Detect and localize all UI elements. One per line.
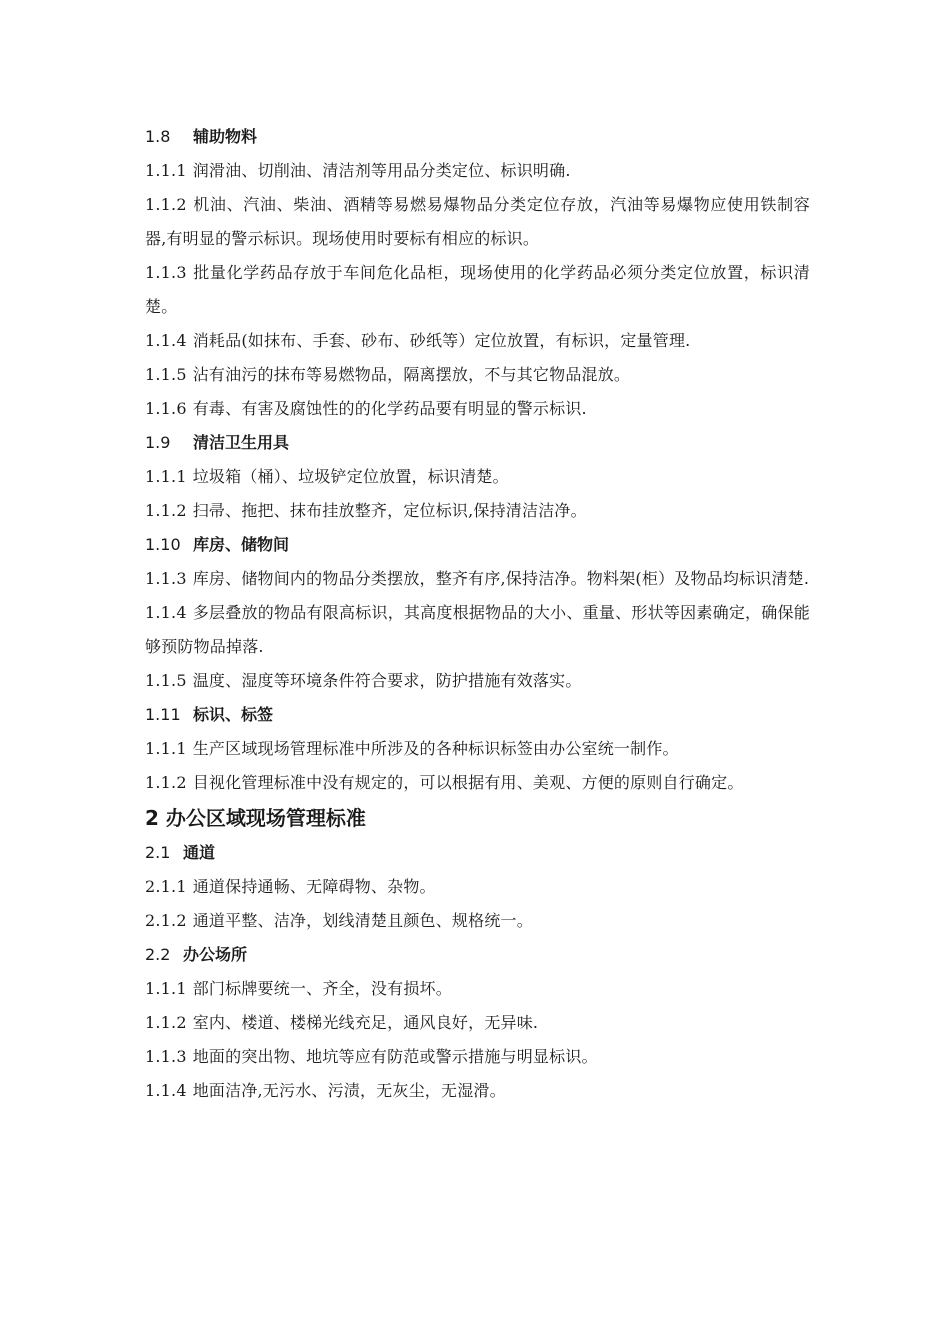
- paragraph: 1.1.4 消耗品(如抹布、手套、砂布、砂纸等）定位放置，有标识，定量管理.: [145, 331, 691, 350]
- document-body: [145, 120, 810, 1108]
- paragraph: 1.1.1 垃圾箱（桶）、垃圾铲定位放置，标识清楚。: [145, 467, 509, 486]
- paragraph: 1.1.2 机油、汽油、柴油、酒精等易燃易爆物品分类定位存放，汽油等易爆物应使用铁制容器,有明显的警示标识。现场使用时要标有相应的标识。: [145, 195, 810, 248]
- paragraph: 1.1.2 室内、楼道、楼梯光线充足，通风良好，无异味.: [145, 1013, 539, 1032]
- section-heading-1-8: 1.8 辅助物料: [145, 127, 258, 146]
- paragraph: 1.1.6 有毒、有害及腐蚀性的的化学药品要有明显的警示标识.: [145, 399, 587, 418]
- paragraph: 1.1.5 沾有油污的抹布等易燃物品，隔离摆放，不与其它物品混放。: [145, 365, 631, 384]
- paragraph: 1.1.3 库房、储物间内的物品分类摆放，整齐有序,保持洁净。物料架(柜）及物品均标识清楚.: [145, 569, 810, 588]
- paragraph: 1.1.5 温度、湿度等环境条件符合要求，防护措施有效落实。: [145, 671, 582, 690]
- section-heading-1-10: 1.10 库房、储物间: [145, 535, 290, 554]
- paragraph: 1.1.4 地面洁净,无污水、污渍，无灰尘，无湿滑。: [145, 1081, 506, 1100]
- section-heading-2-1: 2.1 通道: [145, 843, 216, 862]
- paragraph: 1.1.3 批量化学药品存放于车间危化品柜，现场使用的化学药品必须分类定位放置，标识清楚。: [145, 263, 810, 316]
- paragraph: 1.1.1 生产区域现场管理标准中所涉及的各种标识标签由办公室统一制作。: [145, 739, 679, 758]
- paragraph: 1.1.2 扫帚、拖把、抹布挂放整齐，定位标识,保持清洁洁净。: [145, 501, 587, 520]
- section-heading-1-9: 1.9 清洁卫生用具: [145, 433, 290, 452]
- paragraph: 1.1.1 润滑油、切削油、清洁剂等用品分类定位、标识明确.: [145, 161, 571, 180]
- chapter-heading-2: 2 办公区域现场管理标准: [145, 806, 366, 830]
- paragraph: 2.1.2 通道平整、洁净，划线清楚且颜色、规格统一。: [145, 911, 533, 930]
- paragraph: 1.1.2 目视化管理标准中没有规定的，可以根据有用、美观、方便的原则自行确定。: [145, 773, 744, 792]
- paragraph: 2.1.1 通道保持通畅、无障碍物、杂物。: [145, 877, 436, 896]
- paragraph: 1.1.4 多层叠放的物品有限高标识，其高度根据物品的大小、重量、形状等因素确定，确保能够预防物品掉落.: [145, 603, 810, 656]
- paragraph: 1.1.3 地面的突出物、地坑等应有防范或警示措施与明显标识。: [145, 1047, 598, 1066]
- paragraph: 1.1.1 部门标牌要统一、齐全，没有损坏。: [145, 979, 452, 998]
- section-heading-1-11: 1.11 标识、标签: [145, 705, 274, 724]
- section-heading-2-2: 2.2 办公场所: [145, 945, 248, 964]
